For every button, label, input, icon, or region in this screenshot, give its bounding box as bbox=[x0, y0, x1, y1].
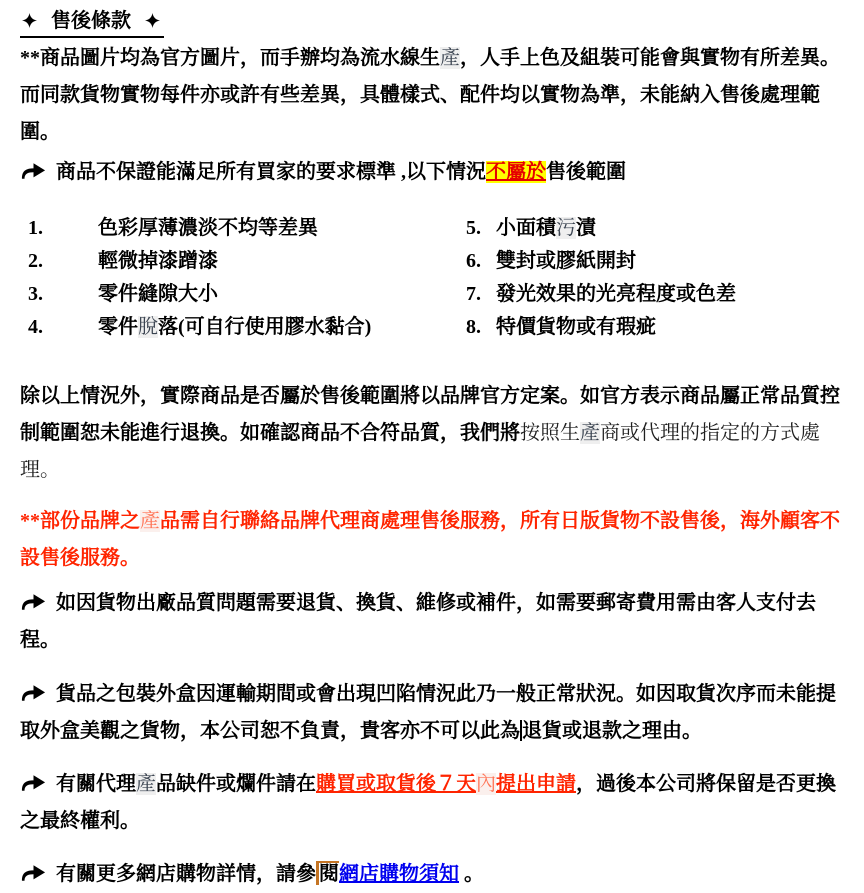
defect-claim-post: ，過後本公司將保留是否更換之最終權利。 bbox=[20, 773, 836, 832]
list-item-text: 發光效果的光亮程度或色差 bbox=[496, 283, 736, 305]
list-item-number: 6. bbox=[466, 250, 481, 272]
packaging-text-post: 退貨或退款之理由。 bbox=[522, 720, 702, 742]
page-title bbox=[20, 8, 848, 38]
webstore-guide-link[interactable]: 網店購物須知 bbox=[339, 863, 459, 885]
intro-text-post: ，人手上色及組裝可能會與實物有所差異。而同款貨物實物每件亦或許有些差異，具體樣式、配件均以實物為準，未能納入售後處理範圍。 bbox=[20, 47, 840, 143]
list-item bbox=[28, 212, 463, 245]
fallback-char: 產 bbox=[580, 422, 600, 444]
shipping-fee-paragraph bbox=[20, 585, 848, 659]
bullet-arrow-icon bbox=[20, 162, 47, 180]
red-notice-paragraph bbox=[20, 503, 848, 577]
not-covered-post: 售後範圍 bbox=[546, 161, 626, 183]
deciding-light-text: 按照生 bbox=[520, 422, 580, 444]
four-pointed-star-icon bbox=[22, 13, 37, 28]
not-covered-pre: 商品不保證能滿足所有買家的要求標準 ,以下情況 bbox=[56, 161, 486, 183]
fallback-char: 產 bbox=[136, 773, 156, 795]
list-item-text: 零件縫隙大小 bbox=[98, 283, 218, 305]
list-item-text: 漬 bbox=[576, 217, 596, 239]
list-item-number: 3. bbox=[28, 283, 43, 305]
bullet-arrow-icon bbox=[20, 593, 47, 611]
page-title-underlined bbox=[20, 8, 164, 38]
defect-claim-mid: 品缺件或爛件請在 bbox=[156, 773, 316, 795]
list-item bbox=[28, 311, 463, 344]
deciding-light-text: 商或代理的指定的方式處理。 bbox=[20, 422, 820, 481]
official-decision-paragraph bbox=[20, 378, 848, 489]
defect-claim-paragraph bbox=[20, 766, 848, 840]
fallback-char: 內 bbox=[476, 773, 496, 795]
list-item-text: 雙封或膠紙開封 bbox=[496, 250, 636, 272]
list-item bbox=[466, 278, 848, 311]
list-item-number: 2. bbox=[28, 250, 43, 272]
not-covered-statement bbox=[20, 154, 848, 191]
red-notice-pre: **部份品牌之 bbox=[20, 510, 140, 532]
claim-period-highlight: 購買或取貨後７天 bbox=[316, 773, 476, 795]
list-item-text: 小面積 bbox=[496, 217, 556, 239]
intro-text-pre: **商品圖片均為官方圖片，而手辦均為流水線生 bbox=[20, 47, 440, 69]
packaging-paragraph bbox=[20, 676, 848, 750]
list-item-number: 8. bbox=[466, 316, 481, 338]
highlight-not-covered: 不屬於 bbox=[486, 161, 546, 183]
list-item bbox=[28, 245, 463, 278]
four-pointed-star-icon bbox=[145, 13, 160, 28]
list-item-text: 零件 bbox=[98, 316, 138, 338]
boxed-char: 閱 bbox=[316, 861, 339, 885]
packaging-text-pre: 貨品之包裝外盒因運輸期間或會出現凹陷情況此乃一般正常狀況。如因取貨次序而未能提取外盒美觀之貨物，本公司恕不負責，貴客亦不可以此為 bbox=[20, 683, 836, 742]
list-item-text: 落(可自行使用膠水黏合) bbox=[158, 316, 372, 338]
bullet-arrow-icon bbox=[20, 684, 47, 702]
list-item-number: 5. bbox=[466, 217, 481, 239]
bullet-arrow-icon bbox=[20, 864, 47, 882]
shipping-fee-text: 如因貨物出廠品質問題需要退貨、換貨、維修或補件，如需要郵寄費用需由客人支付去程。 bbox=[20, 592, 816, 651]
list-item-text: 特價貨物或有瑕疵 bbox=[496, 316, 656, 338]
list-item bbox=[466, 245, 848, 278]
list-item-text: 輕微掉漆蹭漆 bbox=[98, 250, 218, 272]
intro-paragraph bbox=[20, 40, 848, 151]
red-notice-post: 品需自行聯絡品牌代理商處理售後服務，所有日版貨物不設售後，海外顧客不設售後服務。 bbox=[20, 510, 840, 569]
more-info-pre: 有關更多網店購物詳情，請參 bbox=[56, 863, 316, 885]
fallback-char: 產 bbox=[440, 47, 460, 69]
list-item bbox=[466, 212, 848, 245]
exclusion-list-right-column bbox=[463, 212, 848, 344]
list-item-number: 1. bbox=[28, 217, 43, 239]
list-item bbox=[28, 278, 463, 311]
list-item-number: 7. bbox=[466, 283, 481, 305]
fallback-char: 脫 bbox=[138, 316, 158, 338]
more-info-post: 。 bbox=[459, 863, 484, 885]
fallback-char: 污 bbox=[556, 217, 576, 239]
bullet-arrow-icon bbox=[20, 774, 47, 792]
fallback-char: 產 bbox=[140, 510, 160, 532]
list-item bbox=[466, 311, 848, 344]
exclusion-list-left-column bbox=[20, 212, 463, 344]
deciding-bold-text: 除以上情況外，實際商品是否屬於售後範圍將以品牌官方定案。如官方表示商品屬正常品質控制範圍恕未能進行退換。如確認商品不合符品質，我們將 bbox=[20, 385, 840, 444]
list-item-number: 4. bbox=[28, 316, 43, 338]
exclusion-list bbox=[20, 212, 848, 344]
claim-period-highlight: 提出申請 bbox=[496, 773, 576, 795]
more-info-paragraph bbox=[20, 856, 848, 893]
defect-claim-pre: 有關代理 bbox=[56, 773, 136, 795]
list-item-text: 色彩厚薄濃淡不均等差異 bbox=[98, 217, 318, 239]
page-title-text: 售後條款 bbox=[51, 10, 131, 32]
